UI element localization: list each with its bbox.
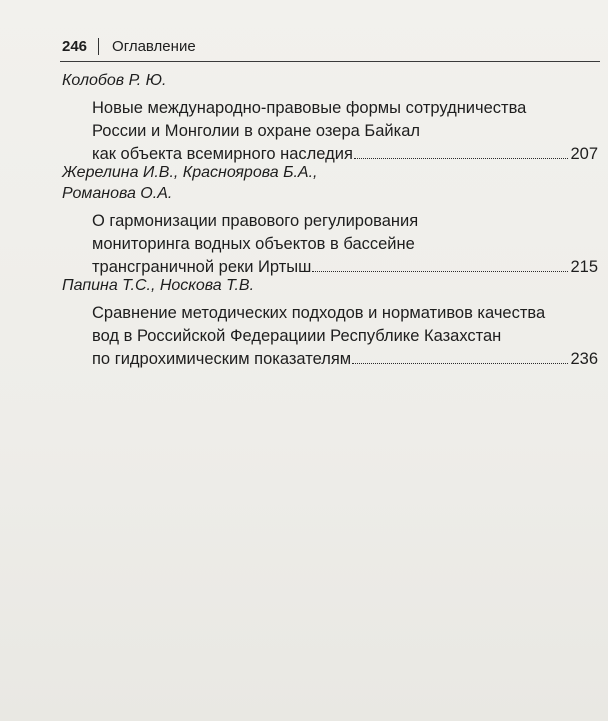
title-line: как объекта всемирного наследия: [92, 145, 353, 163]
page-number: 246: [62, 37, 88, 55]
title-line: трансграничной реки Иртыш: [92, 258, 312, 276]
entry-authors: [62, 70, 598, 91]
section-title: Оглавление: [112, 37, 196, 55]
dot-leader: [354, 157, 569, 159]
page-header: [62, 35, 196, 57]
toc-entry[interactable]: [62, 70, 598, 166]
author-line: Папина Т.С., Носкова Т.В.: [62, 277, 255, 294]
dot-leader: [352, 362, 568, 364]
entry-title: [92, 97, 598, 166]
title-line: Сравнение методических подходов и нормативов качества: [92, 304, 546, 322]
author-line: Жерелина И.В., Красноярова Б.А.,: [62, 164, 318, 181]
entry-authors: [62, 275, 598, 296]
entry-title: [92, 210, 598, 279]
header-rule: [60, 61, 600, 62]
entry-authors: [62, 162, 598, 204]
dot-leader: [312, 270, 568, 272]
toc-entry[interactable]: [62, 275, 598, 371]
entry-title: [92, 302, 598, 371]
toc-entry[interactable]: [62, 162, 598, 279]
entry-page-number: 215: [570, 258, 598, 276]
entry-page-number: 207: [570, 145, 598, 163]
title-line: вод в Российской Федерациии Республике Казахстан: [92, 327, 502, 345]
title-line: по гидрохимическим показателям: [92, 350, 352, 368]
header-separator: [98, 38, 99, 55]
title-line: России и Монголии в охране озера Байкал: [92, 122, 421, 140]
title-line: О гармонизации правового регулирования: [92, 212, 419, 230]
title-line: Новые международно-правовые формы сотрудничества: [92, 99, 527, 117]
title-line: мониторинга водных объектов в бассейне: [92, 235, 415, 253]
author-line: Романова О.А.: [62, 185, 173, 202]
entry-page-number: 236: [570, 350, 598, 368]
author-line: Колобов Р. Ю.: [62, 72, 167, 89]
